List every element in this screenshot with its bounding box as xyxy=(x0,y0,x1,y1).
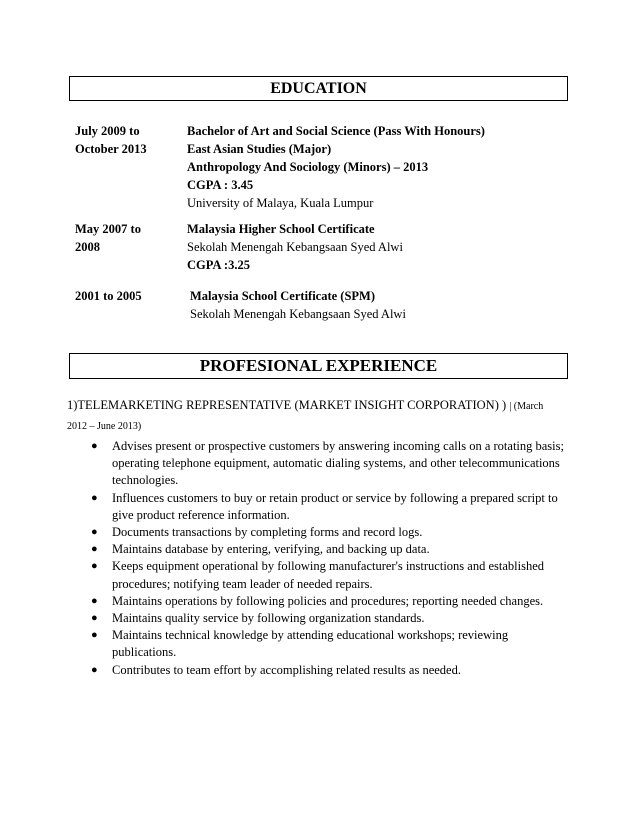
job-title xyxy=(67,396,577,436)
cgpa: CGPA :3.25 xyxy=(187,258,250,272)
duty-text: Keeps equipment operational by following manufacturer's instructions and established procedures; notifying team leader of needed repairs. xyxy=(112,559,545,591)
duty-text: Influences customers to buy or retain product or service by following a prepared script to give product reference information. xyxy=(112,490,558,522)
duty-item xyxy=(85,541,575,558)
duties-list xyxy=(85,438,575,679)
bullet-icon: ● xyxy=(91,612,98,625)
date-line: 2008 xyxy=(75,240,100,254)
cgpa: CGPA : 3.45 xyxy=(187,178,254,192)
job-period-start: | (March xyxy=(509,401,544,412)
institution: University of Malaya, Kuala Lumpur xyxy=(187,196,374,210)
entry-details xyxy=(187,220,577,274)
duty-item xyxy=(85,558,575,592)
major: East Asian Studies (Major) xyxy=(187,142,332,156)
entry-details xyxy=(190,287,580,323)
bullet-icon: ● xyxy=(91,491,98,504)
bullet-icon: ● xyxy=(91,629,98,642)
job-period-end: 2012 – June 2013) xyxy=(67,421,142,432)
bullet-icon: ● xyxy=(91,663,98,676)
duty-item xyxy=(85,524,575,541)
institution: Sekolah Menengah Kebangsaan Syed Alwi xyxy=(187,240,403,254)
education-heading: EDUCATION xyxy=(69,76,568,101)
duty-text: Maintains quality service by following organization standards. xyxy=(112,611,425,626)
bullet-icon: ● xyxy=(91,560,98,573)
bullet-icon: ● xyxy=(91,594,98,607)
duty-text: Maintains operations by following policies and procedures; reporting needed changes. xyxy=(112,593,544,608)
duty-text: Maintains technical knowledge by attending educational workshops; reviewing publications. xyxy=(112,628,509,660)
bullet-icon: ● xyxy=(91,440,98,452)
entry-details xyxy=(187,122,577,212)
certificate-title: Malaysia Higher School Certificate xyxy=(187,222,375,236)
date-line: October 2013 xyxy=(75,142,147,156)
duty-text: Documents transactions by completing forms and record logs. xyxy=(112,525,423,540)
entry-date xyxy=(75,220,180,256)
duty-item xyxy=(85,593,575,610)
duty-text: Contributes to team effort by accomplishing related results as needed. xyxy=(112,662,461,677)
institution: Sekolah Menengah Kebangsaan Syed Alwi xyxy=(190,307,406,321)
certificate-title: Malaysia School Certificate (SPM) xyxy=(190,289,376,303)
duty-item xyxy=(85,610,575,627)
date-line: 2001 to 2005 xyxy=(75,289,142,303)
duty-item xyxy=(85,438,575,490)
duty-text: Advises present or prospective customers by answering incoming calls on a rotating basis; operating telephone equipment, automatic dialing systems, and other telecommunications technologies. xyxy=(112,439,564,488)
entry-date xyxy=(75,287,180,305)
job-position: 1)TELEMARKETING REPRESENTATIVE (MARKET INSIGHT CORPORATION) ) xyxy=(67,398,507,412)
minors: Anthropology And Sociology (Minors) – 2013 xyxy=(187,160,429,174)
degree-title: Bachelor of Art and Social Science (Pass With Honours) xyxy=(187,124,485,138)
entry-date xyxy=(75,122,180,158)
duty-item xyxy=(85,490,575,524)
date-line: May 2007 to xyxy=(75,222,141,236)
duty-item xyxy=(85,627,575,661)
experience-heading: PROFESIONAL EXPERIENCE xyxy=(69,353,568,379)
bullet-icon: ● xyxy=(91,543,98,556)
bullet-icon: ● xyxy=(91,526,98,539)
duty-item xyxy=(85,662,575,679)
date-line: July 2009 to xyxy=(75,124,140,138)
duty-text: Maintains database by entering, verifying, and backing up data. xyxy=(112,542,430,557)
